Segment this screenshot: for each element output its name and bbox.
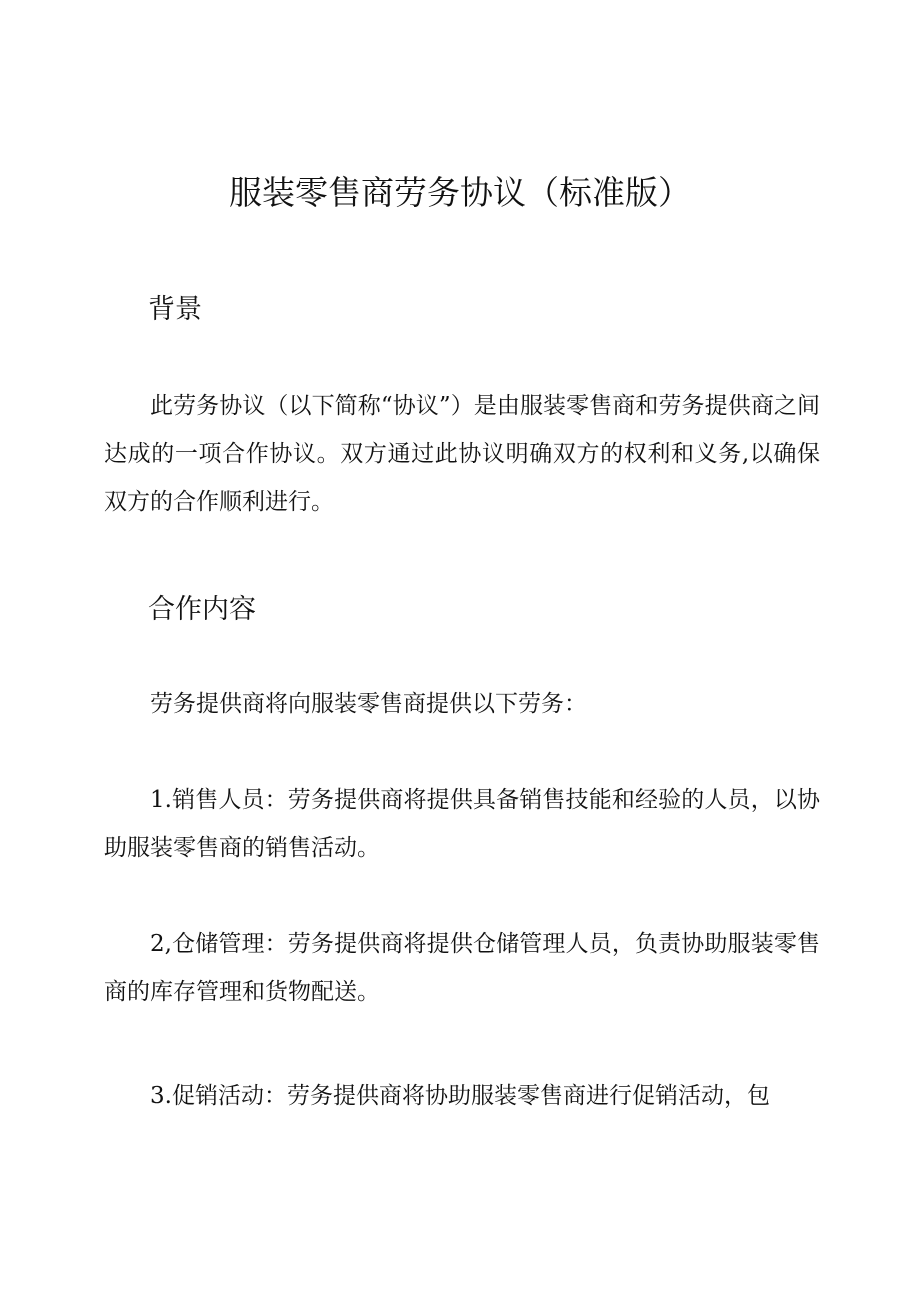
section-heading-cooperation: 合作内容: [148, 594, 256, 625]
service-item-promotion: 3.促销活动：劳务提供商将协助服装零售商进行促销活动，包: [150, 1083, 770, 1109]
section-heading-background: 背景: [148, 294, 202, 325]
cooperation-intro-paragraph: 劳务提供商将向服装零售商提供以下劳务：: [150, 691, 587, 717]
service-item-sales-staff: 1.销售人员：劳务提供商将提供具备销售技能和经验的人员，以协助服装零售商的销售活动。: [104, 787, 820, 861]
background-paragraph: 此劳务协议（以下简称“协议”）是由服装零售商和劳务提供商之间达成的一项合作协议。双方通过此协议明确双方的权利和义务,以确保双方的合作顺利进行。: [104, 393, 820, 515]
service-item-warehouse-management: 2,仓储管理：劳务提供商将提供仓储管理人员，负责协助服装零售商的库存管理和货物配送。: [104, 931, 820, 1005]
document-title: 服装零售商劳务协议（标准版）: [229, 173, 691, 212]
